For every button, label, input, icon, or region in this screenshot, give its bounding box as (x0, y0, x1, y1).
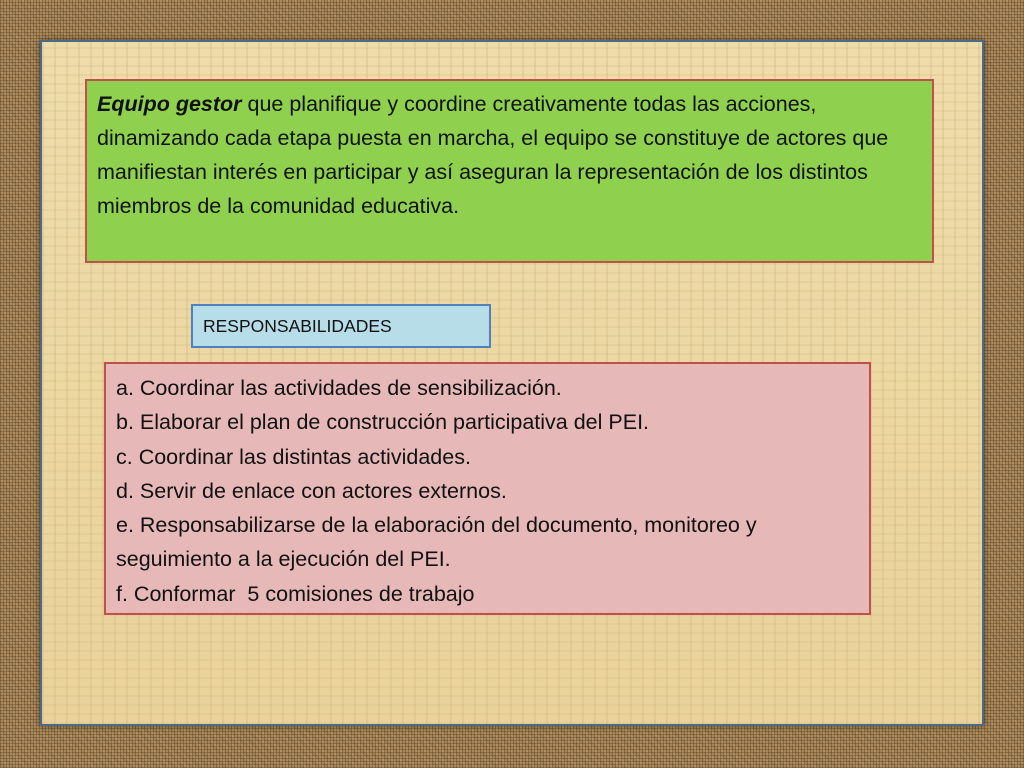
responsibility-item-f: f. Conformar 5 comisiones de trabajo (116, 581, 475, 606)
responsabilidades-label-box (191, 304, 491, 348)
equipo-gestor-box (85, 79, 934, 263)
responsibility-item-c: c. Coordinar las distintas actividades. (116, 444, 471, 469)
responsibility-item-d: d. Servir de enlace con actores externos. (116, 478, 507, 503)
slide-panel (40, 40, 984, 726)
responsibilities-list (104, 362, 871, 615)
responsibility-item-b: b. Elaborar el plan de construcción participativa del PEI. (116, 410, 650, 435)
responsibility-item-a: a. Coordinar las actividades de sensibilización. (116, 376, 562, 400)
responsabilidades-label: RESPONSABILIDADES (203, 316, 392, 336)
responsibility-item-e: e. Responsabilizarse de la elaboración del documento, monitoreo y seguimiento a la ejecución del PEI. (116, 513, 763, 572)
equipo-gestor-text: que planifique y coordine creativamente todas las acciones, dinamizando cada etapa puesta en marcha, el equipo se constituye de actores que manifiestan interés en participar y así aseguran la representación de los distintos miembros de la comunidad educativa. (97, 92, 889, 218)
equipo-gestor-lead: Equipo gestor (97, 92, 242, 116)
